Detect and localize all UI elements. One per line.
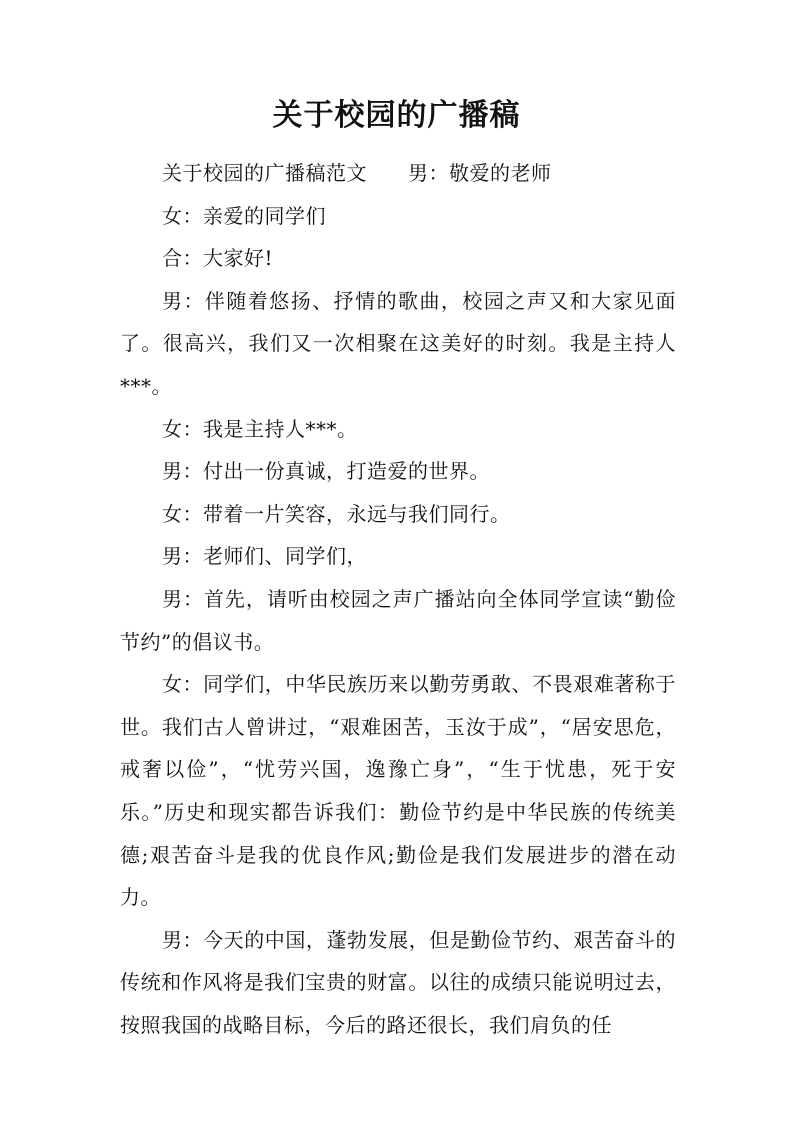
paragraph-male-proposal: 男：首先，请听由校园之声广播站向全体同学宣读“勤俭节约”的倡议书。 bbox=[120, 586, 676, 654]
paragraph-female-greeting: 女：亲爱的同学们 bbox=[162, 203, 326, 228]
paragraph-male-opening: 男：伴随着悠扬、抒情的歌曲，校园之声又和大家见面了。很高兴，我们又一次相聚在这美好的时刻。我是主持人***。 bbox=[120, 288, 676, 398]
paragraph-intro: 关于校园的广播稿范文 男：敬爱的老师 bbox=[162, 161, 552, 185]
paragraph-female-smile: 女：带着一片笑容，永远与我们同行。 bbox=[162, 501, 511, 526]
paragraph-male-sincerity: 男：付出一份真诚，打造爱的世界。 bbox=[162, 459, 490, 484]
document-title: 关于校园的广播稿 bbox=[272, 98, 521, 133]
paragraph-joint-greeting: 合：大家好! bbox=[162, 246, 274, 271]
paragraph-male-today: 男：今天的中国，蓬勃发展，但是勤俭节约、艰苦奋斗的传统和作风将是我们宝贵的财富。以往的成绩只能说明过去，按照我国的战略目标，今后的路还很长，我们肩负的任 bbox=[120, 927, 676, 1037]
document-body bbox=[120, 152, 676, 1046]
paragraph-female-history: 女：同学们，中华民族历来以勤劳勇敢、不畏艰难著称于世。我们古人曾讲过，“艰难困苦，玉汝于成”，“居安思危，戒奢以俭”，“忧劳兴国，逸豫亡身”，“生于忧患，死于安乐。”历史和现实都告诉我们：勤俭节约是中华民族的传统美德;艰苦奋斗是我的优良作风;勤俭是我们发展进步的潜在动力。 bbox=[120, 672, 676, 910]
paragraph-male-address: 男：老师们、同学们， bbox=[162, 544, 367, 569]
paragraph-female-host: 女：我是主持人***。 bbox=[162, 416, 358, 441]
